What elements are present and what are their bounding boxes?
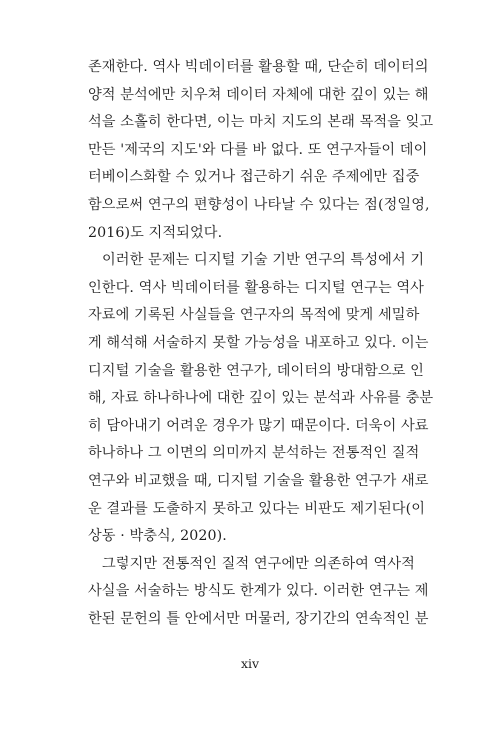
text-line: 한된 문헌의 틀 안에서만 머물러, 장기간의 연속적인 분 [88, 610, 429, 627]
text-line: 2016)도 지적되었다. [88, 224, 223, 241]
text-line: 하나하나 그 이면의 의미까지 분석하는 전통적인 질적 [88, 445, 420, 462]
text-line: 해, 자료 하나하나에 대한 깊이 있는 분석과 사유를 충분 [88, 390, 434, 407]
text-line: 인한다. 역사 빅데이터를 활용하는 디지털 연구는 역사 [88, 279, 424, 296]
paragraph-3 [88, 551, 429, 634]
text-line: 그렇지만 전통적인 질적 연구에만 의존하여 역사적 [102, 555, 415, 572]
text-line: 석을 소홀히 한다면, 이는 마치 지도의 본래 목적을 잊고 [88, 114, 434, 131]
text-line: 디지털 기술을 활용한 연구가, 데이터의 방대함으로 인 [88, 362, 424, 379]
text-line: 연구와 비교했을 때, 디지털 기술을 활용한 연구가 새로 [88, 472, 429, 489]
text-line: 사실을 서술하는 방식도 한계가 있다. 이러한 연구는 제 [88, 583, 429, 600]
text-line: 함으로써 연구의 편향성이 나타날 수 있다는 점(정일영, [88, 196, 430, 213]
text-line: 이러한 문제는 디지털 기술 기반 연구의 특성에서 기 [102, 252, 425, 269]
body-text [88, 54, 434, 633]
text-line: 자료에 기록된 사실들을 연구자의 목적에 맞게 세밀하 [88, 307, 420, 324]
text-line: 상동 · 박충식, 2020). [88, 528, 227, 545]
text-line: 양적 분석에만 치우쳐 데이터 자체에 대한 깊이 있는 해 [88, 86, 429, 103]
page-number: xiv [240, 656, 260, 671]
text-line: 만든 '제국의 지도'와 다를 바 없다. 또 연구자들이 데이 [88, 141, 428, 158]
paragraph-1 [88, 54, 434, 247]
text-line: 히 담아내기 어려운 경우가 많기 때문이다. 더욱이 사료 [88, 417, 429, 434]
text-line: 터베이스화할 수 있거나 접근하기 쉬운 주제에만 집중 [88, 169, 420, 186]
text-line: 운 결과를 도출하지 못하고 있다는 비판도 제기된다(이 [88, 500, 426, 517]
paragraph-2 [88, 247, 434, 551]
text-line: 게 해석해 서술하지 못할 가능성을 내포하고 있다. 이는 [88, 334, 429, 351]
text-line: 존재한다. 역사 빅데이터를 활용할 때, 단순히 데이터의 [88, 59, 429, 75]
